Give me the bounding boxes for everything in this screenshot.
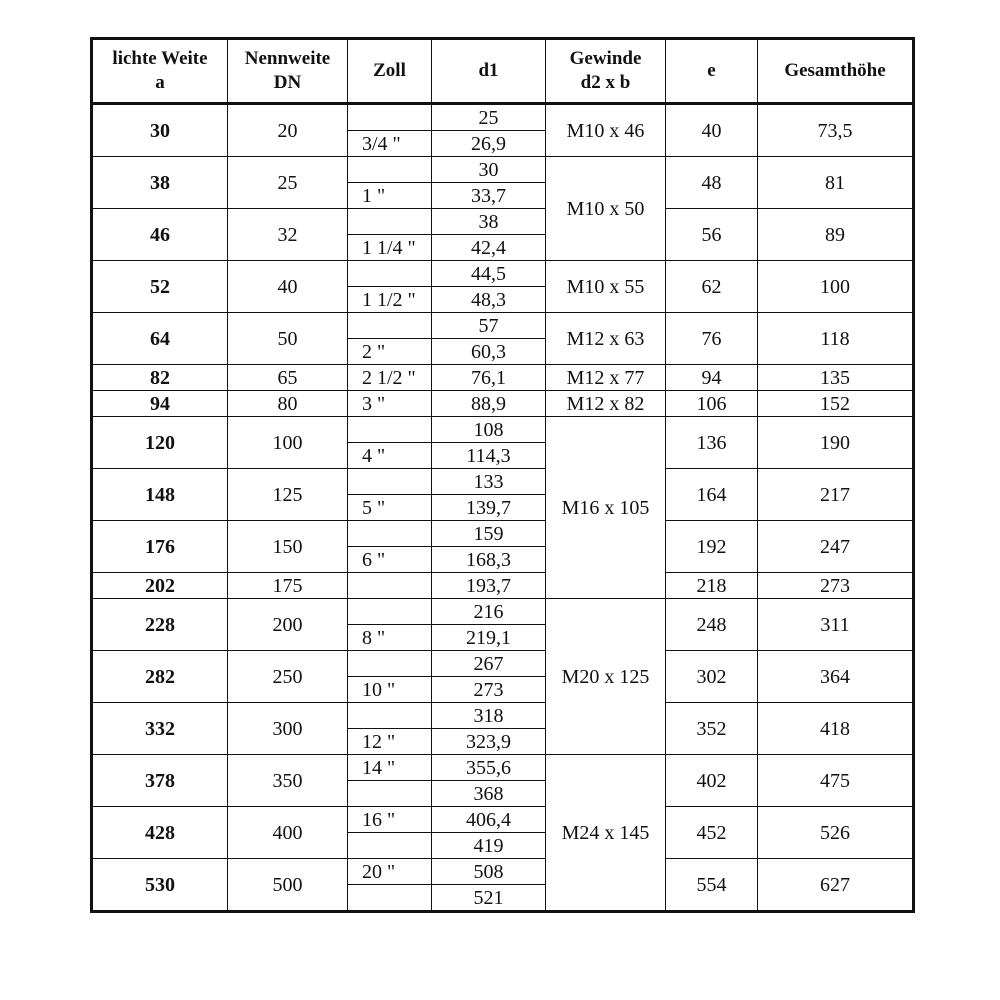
cell-zoll: 2 " bbox=[348, 339, 432, 365]
cell-a: 38 bbox=[92, 157, 228, 209]
cell-d1: 521 bbox=[432, 885, 546, 912]
table-row bbox=[92, 469, 914, 495]
cell-gesamthoehe: 475 bbox=[758, 755, 914, 807]
cell-d1: 60,3 bbox=[432, 339, 546, 365]
cell-gesamthoehe: 190 bbox=[758, 417, 914, 469]
cell-gewinde: M12 x 77 bbox=[546, 365, 666, 391]
header-e: e bbox=[666, 39, 758, 104]
cell-d1: 42,4 bbox=[432, 235, 546, 261]
cell-a: 282 bbox=[92, 651, 228, 703]
cell-d1: 508 bbox=[432, 859, 546, 885]
cell-zoll bbox=[348, 261, 432, 287]
cell-a: 378 bbox=[92, 755, 228, 807]
cell-d1: 33,7 bbox=[432, 183, 546, 209]
cell-dn: 25 bbox=[228, 157, 348, 209]
cell-zoll: 1 " bbox=[348, 183, 432, 209]
cell-e: 48 bbox=[666, 157, 758, 209]
cell-dn: 300 bbox=[228, 703, 348, 755]
cell-zoll: 16 " bbox=[348, 807, 432, 833]
cell-d1: 44,5 bbox=[432, 261, 546, 287]
table-row bbox=[92, 209, 914, 235]
cell-dn: 100 bbox=[228, 417, 348, 469]
header-gesamthoehe: Gesamthöhe bbox=[758, 39, 914, 104]
cell-d1: 159 bbox=[432, 521, 546, 547]
cell-zoll bbox=[348, 469, 432, 495]
cell-gesamthoehe: 100 bbox=[758, 261, 914, 313]
cell-zoll bbox=[348, 651, 432, 677]
cell-zoll bbox=[348, 599, 432, 625]
table-row bbox=[92, 521, 914, 547]
table-row bbox=[92, 573, 914, 599]
cell-dn: 175 bbox=[228, 573, 348, 599]
cell-zoll bbox=[348, 104, 432, 131]
cell-zoll bbox=[348, 313, 432, 339]
cell-d1: 219,1 bbox=[432, 625, 546, 651]
cell-d1: 406,4 bbox=[432, 807, 546, 833]
cell-d1: 48,3 bbox=[432, 287, 546, 313]
cell-d1: 216 bbox=[432, 599, 546, 625]
cell-gewinde: M10 x 50 bbox=[546, 157, 666, 261]
cell-dn: 50 bbox=[228, 313, 348, 365]
cell-gesamthoehe: 118 bbox=[758, 313, 914, 365]
cell-e: 40 bbox=[666, 104, 758, 157]
header-gewinde-line2: d2 x b bbox=[580, 72, 631, 93]
cell-gewinde: M10 x 55 bbox=[546, 261, 666, 313]
cell-a: 52 bbox=[92, 261, 228, 313]
cell-dn: 40 bbox=[228, 261, 348, 313]
cell-a: 120 bbox=[92, 417, 228, 469]
cell-d1: 38 bbox=[432, 209, 546, 235]
cell-zoll: 10 " bbox=[348, 677, 432, 703]
cell-zoll bbox=[348, 703, 432, 729]
cell-zoll: 12 " bbox=[348, 729, 432, 755]
cell-gewinde: M16 x 105 bbox=[546, 417, 666, 599]
cell-dn: 500 bbox=[228, 859, 348, 912]
cell-a: 202 bbox=[92, 573, 228, 599]
cell-gesamthoehe: 135 bbox=[758, 365, 914, 391]
cell-d1: 193,7 bbox=[432, 573, 546, 599]
cell-d1: 323,9 bbox=[432, 729, 546, 755]
table-row bbox=[92, 859, 914, 885]
cell-a: 428 bbox=[92, 807, 228, 859]
table-row bbox=[92, 365, 914, 391]
cell-gewinde: M24 x 145 bbox=[546, 755, 666, 912]
header-lichte-weite-line2: a bbox=[155, 72, 165, 93]
cell-e: 62 bbox=[666, 261, 758, 313]
cell-zoll bbox=[348, 417, 432, 443]
cell-d1: 318 bbox=[432, 703, 546, 729]
cell-gesamthoehe: 311 bbox=[758, 599, 914, 651]
cell-zoll: 5 " bbox=[348, 495, 432, 521]
header-nennweite-line2: DN bbox=[273, 72, 302, 93]
cell-e: 218 bbox=[666, 573, 758, 599]
cell-zoll bbox=[348, 157, 432, 183]
cell-dn: 400 bbox=[228, 807, 348, 859]
cell-e: 136 bbox=[666, 417, 758, 469]
cell-zoll: 6 " bbox=[348, 547, 432, 573]
cell-dn: 350 bbox=[228, 755, 348, 807]
cell-gesamthoehe: 73,5 bbox=[758, 104, 914, 157]
cell-a: 148 bbox=[92, 469, 228, 521]
cell-e: 402 bbox=[666, 755, 758, 807]
cell-dn: 20 bbox=[228, 104, 348, 157]
cell-a: 228 bbox=[92, 599, 228, 651]
cell-dn: 200 bbox=[228, 599, 348, 651]
cell-d1: 368 bbox=[432, 781, 546, 807]
cell-e: 248 bbox=[666, 599, 758, 651]
cell-zoll bbox=[348, 209, 432, 235]
table-row bbox=[92, 261, 914, 287]
cell-d1: 88,9 bbox=[432, 391, 546, 417]
header-nennweite bbox=[228, 39, 348, 104]
cell-e: 94 bbox=[666, 365, 758, 391]
cell-dn: 65 bbox=[228, 365, 348, 391]
header-zoll: Zoll bbox=[348, 39, 432, 104]
cell-zoll bbox=[348, 781, 432, 807]
cell-e: 164 bbox=[666, 469, 758, 521]
cell-a: 176 bbox=[92, 521, 228, 573]
cell-dn: 250 bbox=[228, 651, 348, 703]
cell-dn: 32 bbox=[228, 209, 348, 261]
cell-d1: 419 bbox=[432, 833, 546, 859]
cell-e: 554 bbox=[666, 859, 758, 912]
cell-a: 332 bbox=[92, 703, 228, 755]
cell-gewinde: M12 x 63 bbox=[546, 313, 666, 365]
cell-d1: 273 bbox=[432, 677, 546, 703]
cell-d1: 133 bbox=[432, 469, 546, 495]
table-header-row bbox=[92, 39, 914, 104]
header-nennweite-line1: Nennweite bbox=[244, 48, 331, 69]
cell-gesamthoehe: 152 bbox=[758, 391, 914, 417]
cell-d1: 108 bbox=[432, 417, 546, 443]
cell-zoll: 20 " bbox=[348, 859, 432, 885]
table-row bbox=[92, 313, 914, 339]
dimension-table-sheet bbox=[90, 37, 912, 913]
header-gewinde bbox=[546, 39, 666, 104]
table-row bbox=[92, 391, 914, 417]
cell-gesamthoehe: 364 bbox=[758, 651, 914, 703]
cell-gewinde: M12 x 82 bbox=[546, 391, 666, 417]
cell-zoll: 14 " bbox=[348, 755, 432, 781]
cell-gesamthoehe: 273 bbox=[758, 573, 914, 599]
dimension-table bbox=[90, 37, 915, 913]
table-row bbox=[92, 599, 914, 625]
header-lichte-weite bbox=[92, 39, 228, 104]
table-row bbox=[92, 104, 914, 131]
cell-zoll bbox=[348, 885, 432, 912]
cell-e: 302 bbox=[666, 651, 758, 703]
cell-dn: 125 bbox=[228, 469, 348, 521]
table-row bbox=[92, 157, 914, 183]
cell-zoll: 4 " bbox=[348, 443, 432, 469]
cell-gesamthoehe: 526 bbox=[758, 807, 914, 859]
cell-d1: 139,7 bbox=[432, 495, 546, 521]
table-row bbox=[92, 417, 914, 443]
cell-a: 530 bbox=[92, 859, 228, 912]
cell-zoll bbox=[348, 521, 432, 547]
table-row bbox=[92, 755, 914, 781]
cell-gesamthoehe: 627 bbox=[758, 859, 914, 912]
header-lichte-weite-line1: lichte Weite bbox=[112, 48, 208, 69]
cell-e: 106 bbox=[666, 391, 758, 417]
cell-e: 192 bbox=[666, 521, 758, 573]
cell-gewinde: M20 x 125 bbox=[546, 599, 666, 755]
cell-gesamthoehe: 247 bbox=[758, 521, 914, 573]
table-row bbox=[92, 703, 914, 729]
cell-zoll: 2 1/2 " bbox=[348, 365, 432, 391]
cell-d1: 267 bbox=[432, 651, 546, 677]
cell-d1: 26,9 bbox=[432, 131, 546, 157]
cell-zoll: 1 1/2 " bbox=[348, 287, 432, 313]
cell-e: 56 bbox=[666, 209, 758, 261]
cell-a: 46 bbox=[92, 209, 228, 261]
cell-d1: 76,1 bbox=[432, 365, 546, 391]
cell-d1: 57 bbox=[432, 313, 546, 339]
cell-gewinde: M10 x 46 bbox=[546, 104, 666, 157]
cell-d1: 114,3 bbox=[432, 443, 546, 469]
cell-d1: 25 bbox=[432, 104, 546, 131]
cell-gesamthoehe: 418 bbox=[758, 703, 914, 755]
table-row bbox=[92, 807, 914, 833]
cell-zoll: 3 " bbox=[348, 391, 432, 417]
cell-zoll bbox=[348, 833, 432, 859]
cell-dn: 80 bbox=[228, 391, 348, 417]
header-d1: d1 bbox=[432, 39, 546, 104]
cell-gesamthoehe: 89 bbox=[758, 209, 914, 261]
cell-dn: 150 bbox=[228, 521, 348, 573]
cell-a: 94 bbox=[92, 391, 228, 417]
cell-zoll: 8 " bbox=[348, 625, 432, 651]
cell-a: 64 bbox=[92, 313, 228, 365]
cell-zoll: 3/4 " bbox=[348, 131, 432, 157]
cell-zoll: 1 1/4 " bbox=[348, 235, 432, 261]
cell-gesamthoehe: 217 bbox=[758, 469, 914, 521]
table-row bbox=[92, 651, 914, 677]
cell-a: 82 bbox=[92, 365, 228, 391]
cell-zoll bbox=[348, 573, 432, 599]
cell-e: 352 bbox=[666, 703, 758, 755]
cell-gesamthoehe: 81 bbox=[758, 157, 914, 209]
cell-a: 30 bbox=[92, 104, 228, 157]
cell-d1: 355,6 bbox=[432, 755, 546, 781]
header-gewinde-line1: Gewinde bbox=[569, 48, 642, 69]
cell-d1: 30 bbox=[432, 157, 546, 183]
cell-d1: 168,3 bbox=[432, 547, 546, 573]
cell-e: 452 bbox=[666, 807, 758, 859]
cell-e: 76 bbox=[666, 313, 758, 365]
